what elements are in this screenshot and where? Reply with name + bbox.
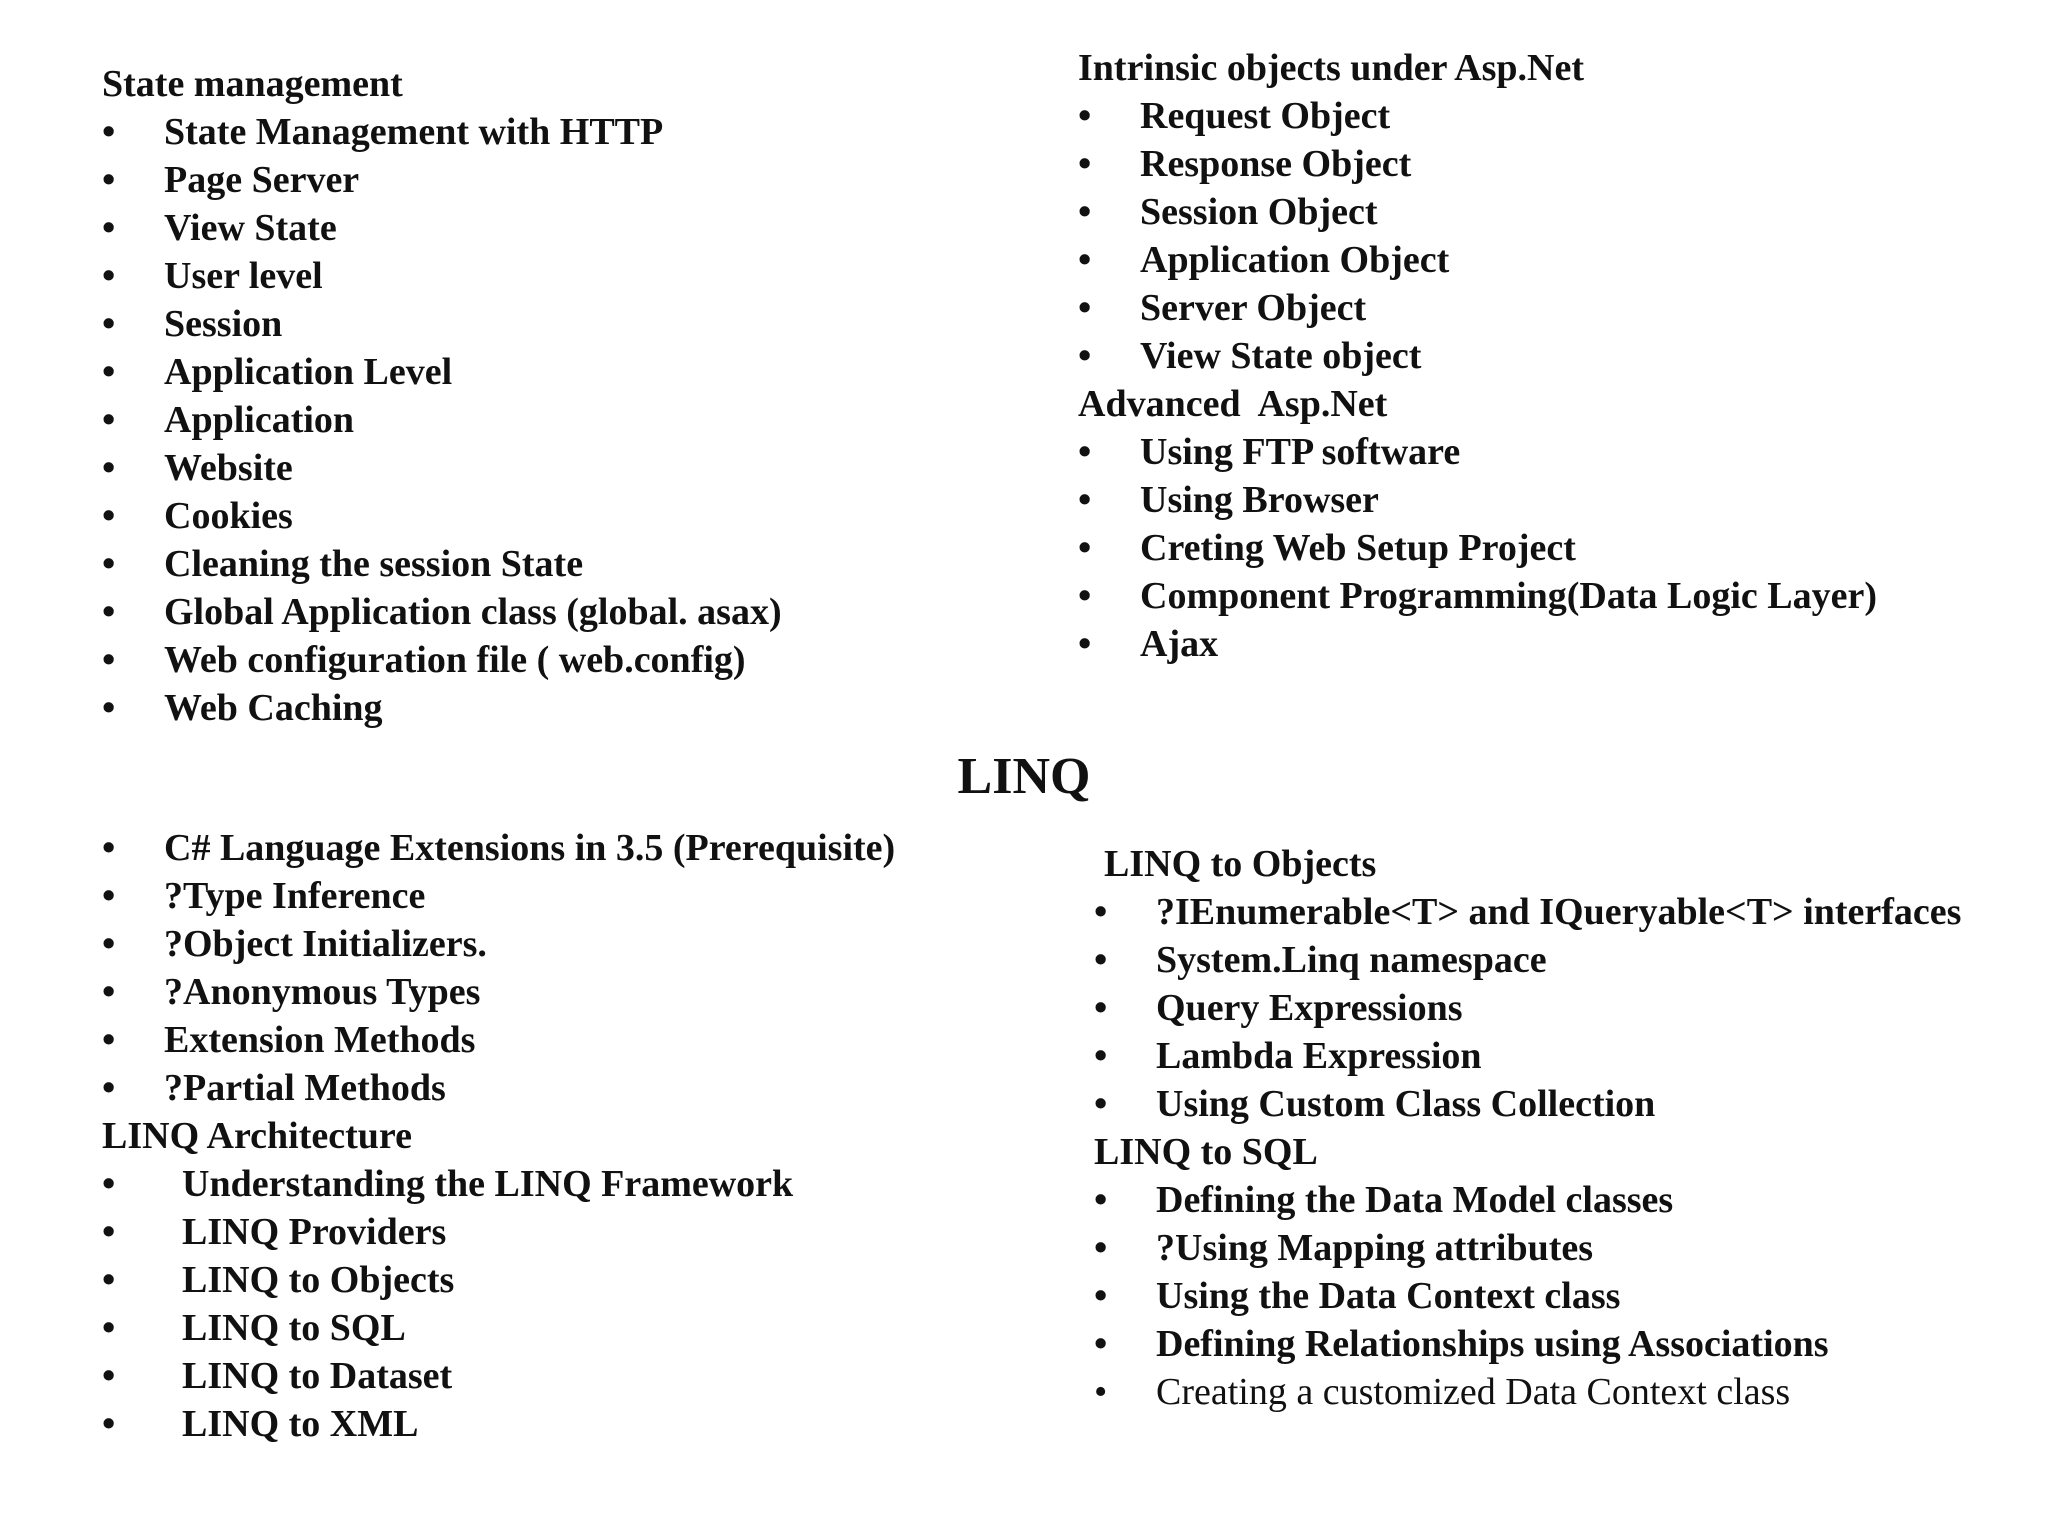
list-item-text: User level xyxy=(164,255,323,297)
list-item xyxy=(1078,188,1877,236)
list-item xyxy=(1094,936,1961,984)
list-item xyxy=(102,872,895,920)
list-item xyxy=(102,1208,895,1256)
list-item-text: State Management with HTTP xyxy=(164,111,664,153)
list-item-text: Cleaning the session State xyxy=(164,543,584,585)
list-item-text: ?Object Initializers. xyxy=(164,923,487,965)
list-item xyxy=(1094,1080,1961,1128)
list-item-text: Defining the Data Model classes xyxy=(1156,1179,1674,1221)
state-management-heading: State management xyxy=(102,63,403,105)
list-item xyxy=(102,1256,895,1304)
csharp-extensions-section xyxy=(102,824,895,1448)
list-item-text: View State xyxy=(164,207,337,249)
list-item xyxy=(1094,1368,1961,1416)
bullet-marker: • xyxy=(102,1211,116,1253)
list-item xyxy=(102,588,782,636)
state-management-section xyxy=(102,60,782,732)
list-item-text: Creating a customized Data Context class xyxy=(1156,1371,1791,1413)
list-item-text: Page Server xyxy=(164,159,360,201)
bullet-marker: • xyxy=(1094,987,1108,1029)
bullet-marker: • xyxy=(102,1163,116,1205)
bullet-marker: • xyxy=(1094,1179,1108,1221)
bullet-marker: • xyxy=(1078,191,1092,233)
list-item-text: Using Custom Class Collection xyxy=(1156,1083,1656,1125)
list-item-text: Request Object xyxy=(1140,95,1391,137)
bullet-marker: • xyxy=(102,351,116,393)
bullet-marker: • xyxy=(1094,1227,1108,1269)
linq-to-objects-heading: LINQ to Objects xyxy=(1104,843,1377,885)
list-item-text: Using FTP software xyxy=(1140,431,1461,473)
list-item-text: Using the Data Context class xyxy=(1156,1275,1621,1317)
list-item xyxy=(102,684,782,732)
list-item xyxy=(1094,984,1961,1032)
list-item xyxy=(1078,284,1877,332)
bullet-marker: • xyxy=(1094,939,1108,981)
list-item xyxy=(1078,92,1877,140)
list-item xyxy=(1078,476,1877,524)
list-item-text: ?Anonymous Types xyxy=(164,971,481,1013)
list-item xyxy=(1078,332,1877,380)
list-item xyxy=(1094,1224,1961,1272)
list-item-text: LINQ to Dataset xyxy=(182,1355,453,1397)
bullet-marker: • xyxy=(102,447,116,489)
list-item xyxy=(102,636,782,684)
advanced-aspnet-list xyxy=(1078,428,1877,668)
list-item xyxy=(1078,236,1877,284)
list-item xyxy=(1078,620,1877,668)
bullet-marker: • xyxy=(102,399,116,441)
list-item xyxy=(102,396,782,444)
list-item-text: Component Programming(Data Logic Layer) xyxy=(1140,575,1878,617)
intrinsic-objects-heading: Intrinsic objects under Asp.Net xyxy=(1078,47,1584,89)
list-item-text: Defining Relationships using Associations xyxy=(1156,1323,1829,1365)
advanced-aspnet-heading: Advanced Asp.Net xyxy=(1078,383,1388,425)
list-item-text: Application xyxy=(164,399,355,441)
list-item-text: Using Browser xyxy=(1140,479,1379,521)
bullet-marker: • xyxy=(102,1067,116,1109)
linq-objects-section xyxy=(1094,840,1961,1416)
list-item xyxy=(102,1352,895,1400)
list-item xyxy=(1094,1320,1961,1368)
list-item xyxy=(102,108,782,156)
bullet-marker: • xyxy=(102,111,116,153)
intrinsic-objects-section xyxy=(1078,44,1877,668)
linq-to-objects-list xyxy=(1094,888,1961,1128)
list-item-text: Cookies xyxy=(164,495,293,537)
bullet-marker: • xyxy=(102,207,116,249)
list-item xyxy=(1094,1272,1961,1320)
list-item-text: Session Object xyxy=(1140,191,1378,233)
list-item xyxy=(102,920,895,968)
list-item xyxy=(102,204,782,252)
intrinsic-objects-list xyxy=(1078,92,1877,380)
list-item xyxy=(102,300,782,348)
list-item-text: Creting Web Setup Project xyxy=(1140,527,1576,569)
bullet-marker: • xyxy=(1078,431,1092,473)
list-item xyxy=(102,444,782,492)
bullet-marker: • xyxy=(102,639,116,681)
bullet-marker: • xyxy=(1094,1371,1108,1413)
list-item xyxy=(102,252,782,300)
bullet-marker: • xyxy=(1078,527,1092,569)
bullet-marker: • xyxy=(102,875,116,917)
bullet-marker: • xyxy=(102,255,116,297)
bullet-marker: • xyxy=(1078,623,1092,665)
list-item-text: Understanding the LINQ Framework xyxy=(182,1163,794,1205)
bullet-marker: • xyxy=(102,1259,116,1301)
bullet-marker: • xyxy=(102,687,116,729)
list-item xyxy=(1078,140,1877,188)
list-item-text: LINQ to SQL xyxy=(182,1307,406,1349)
list-item-text: C# Language Extensions in 3.5 (Prerequisite) xyxy=(164,827,896,869)
list-item xyxy=(102,540,782,588)
list-item-text: System.Linq namespace xyxy=(1156,939,1547,981)
bullet-marker: • xyxy=(102,1403,116,1445)
list-item xyxy=(1078,572,1877,620)
list-item xyxy=(102,1304,895,1352)
list-item xyxy=(102,968,895,1016)
list-item xyxy=(102,1064,895,1112)
bullet-marker: • xyxy=(102,827,116,869)
list-item-text: LINQ Providers xyxy=(182,1211,447,1253)
bullet-marker: • xyxy=(102,591,116,633)
bullet-marker: • xyxy=(102,303,116,345)
bullet-marker: • xyxy=(102,159,116,201)
bullet-marker: • xyxy=(1094,1323,1108,1365)
list-item-text: ?Type Inference xyxy=(164,875,426,917)
list-item xyxy=(1094,888,1961,936)
bullet-marker: • xyxy=(1078,143,1092,185)
bullet-marker: • xyxy=(1078,239,1092,281)
bullet-marker: • xyxy=(102,1019,116,1061)
bullet-marker: • xyxy=(1094,1275,1108,1317)
list-item-text: LINQ to XML xyxy=(182,1403,419,1445)
list-item-text: Lambda Expression xyxy=(1156,1035,1482,1077)
list-item-text: Response Object xyxy=(1140,143,1412,185)
bullet-marker: • xyxy=(1078,479,1092,521)
list-item-text: Session xyxy=(164,303,283,345)
bullet-marker: • xyxy=(1078,287,1092,329)
bullet-marker: • xyxy=(102,1307,116,1349)
list-item xyxy=(102,1160,895,1208)
list-item-text: Application Object xyxy=(1140,239,1450,281)
bullet-marker: • xyxy=(1094,1083,1108,1125)
list-item-text: LINQ to Objects xyxy=(182,1259,455,1301)
linq-architecture-list xyxy=(102,1160,895,1448)
linq-title: LINQ xyxy=(957,748,1091,805)
bullet-marker: • xyxy=(102,923,116,965)
bullet-marker: • xyxy=(102,543,116,585)
list-item xyxy=(1094,1176,1961,1224)
linq-architecture-heading: LINQ Architecture xyxy=(102,1115,412,1157)
list-item xyxy=(102,156,782,204)
list-item-text: Ajax xyxy=(1140,623,1219,665)
list-item xyxy=(102,1400,895,1448)
bullet-marker: • xyxy=(1078,95,1092,137)
list-item-text: Server Object xyxy=(1140,287,1367,329)
list-item xyxy=(1094,1032,1961,1080)
list-item-text: ?IEnumerable<T> and IQueryable<T> interfaces xyxy=(1156,891,1962,933)
list-item-text: View State object xyxy=(1140,335,1422,377)
bullet-marker: • xyxy=(102,1355,116,1397)
list-item xyxy=(1078,524,1877,572)
list-item-text: Extension Methods xyxy=(164,1019,476,1061)
bullet-marker: • xyxy=(102,495,116,537)
list-item-text: Application Level xyxy=(164,351,453,393)
list-item-text: Global Application class (global. asax) xyxy=(164,591,782,633)
bullet-marker: • xyxy=(102,971,116,1013)
list-item-text: Web configuration file ( web.config) xyxy=(164,639,746,681)
list-item-text: Query Expressions xyxy=(1156,987,1463,1029)
state-management-list xyxy=(102,108,782,732)
list-item-text: ?Partial Methods xyxy=(164,1067,446,1109)
list-item xyxy=(1078,428,1877,476)
bullet-marker: • xyxy=(1094,1035,1108,1077)
bullet-marker: • xyxy=(1094,891,1108,933)
list-item xyxy=(102,1016,895,1064)
bullet-marker: • xyxy=(1078,335,1092,377)
bullet-marker: • xyxy=(1078,575,1092,617)
list-item-text: ?Using Mapping attributes xyxy=(1156,1227,1594,1269)
list-item xyxy=(102,492,782,540)
list-item xyxy=(102,348,782,396)
linq-to-sql-list xyxy=(1094,1176,1961,1416)
list-item xyxy=(102,824,895,872)
list-item-text: Website xyxy=(164,447,293,489)
csharp-extensions-list xyxy=(102,824,895,1112)
list-item-text: Web Caching xyxy=(164,687,383,729)
linq-to-sql-heading: LINQ to SQL xyxy=(1094,1131,1318,1173)
